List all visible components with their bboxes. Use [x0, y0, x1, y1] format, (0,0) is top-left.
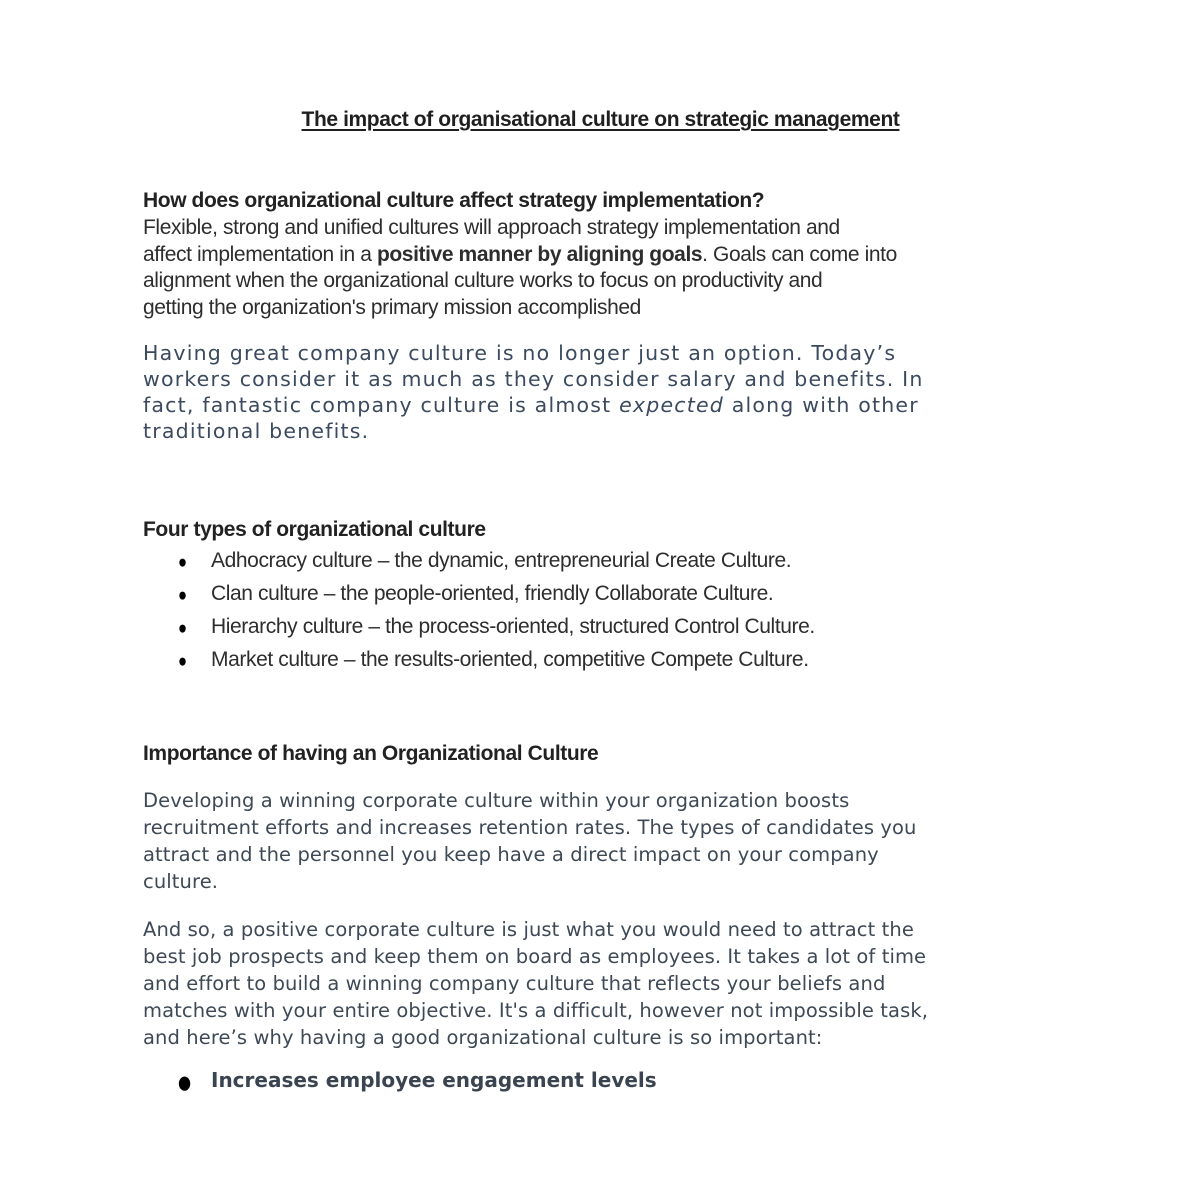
- section-heading-strategy: How does organizational culture affect strategy implementation?: [143, 189, 765, 212]
- paragraph-importance-1: [143, 787, 1100, 895]
- bullet-icon: ●: [178, 617, 187, 639]
- list-item-label: Hierarchy culture – the process-oriented, structured Control Culture.: [211, 615, 815, 638]
- list-item: [143, 549, 1100, 575]
- callout-text: along with other: [724, 393, 919, 417]
- paragraph-bold-text: positive manner by aligning goals: [376, 242, 703, 266]
- bullet-list-four-types: [143, 549, 1100, 674]
- bullet-icon: ●: [178, 650, 187, 672]
- paragraph-strategy: [143, 215, 1100, 321]
- section-heading-four-types: Four types of organizational culture: [143, 518, 486, 541]
- paragraph-line: And so, a positive corporate culture is just what you would need to attract the: [143, 918, 914, 941]
- list-item: [143, 582, 1100, 608]
- section-heading-importance: Importance of having an Organizational Culture: [143, 742, 599, 765]
- paragraph-line: matches with your entire objective. It's a difficult, however not impossible task,: [143, 999, 929, 1022]
- list-item-label: Adhocracy culture – the dynamic, entrepreneurial Create Culture.: [211, 549, 792, 572]
- bullet-engagement-label: Increases employee engagement levels: [211, 1068, 657, 1092]
- paragraph-line: best job prospects and keep them on board as employees. It takes a lot of time: [143, 945, 927, 968]
- page-title: The impact of organisational culture on strategic management: [301, 108, 900, 131]
- paragraph-line: getting the organization's primary mission accomplished: [143, 295, 641, 319]
- bullet-engagement: [143, 1068, 1100, 1094]
- paragraph-line: and here’s why having a good organizational culture is so important:: [143, 1026, 823, 1049]
- paragraph-text: affect implementation in a: [143, 242, 377, 266]
- paragraph-line: recruitment efforts and increases retention rates. The types of candidates you: [143, 816, 917, 839]
- callout-text: fact, fantastic company culture is almost: [143, 393, 620, 417]
- list-item: [143, 648, 1100, 674]
- paragraph-line: alignment when the organizational culture works to focus on productivity and: [143, 269, 823, 292]
- paragraph-importance-2: [143, 916, 1100, 1051]
- paragraph-line: [143, 242, 1100, 269]
- paragraph-text: . Goals can come into: [702, 242, 897, 266]
- list-item: [143, 615, 1100, 641]
- bullet-icon: ●: [178, 584, 187, 606]
- paragraph-line: and effort to build a winning company culture that reflects your beliefs and: [143, 972, 886, 995]
- paragraph-line: Flexible, strong and unified cultures will approach strategy implementation and: [143, 216, 840, 239]
- list-item-label: Clan culture – the people-oriented, friendly Collaborate Culture.: [211, 582, 774, 605]
- callout-paragraph: [143, 340, 1100, 444]
- callout-line: traditional benefits.: [143, 419, 370, 443]
- paragraph-line: Developing a winning corporate culture within your organization boosts: [143, 789, 850, 812]
- list-item-label: Market culture – the results-oriented, competitive Compete Culture.: [211, 648, 809, 671]
- callout-line: Having great company culture is no longer just an option. Today’s: [143, 341, 897, 365]
- paragraph-line: culture.: [143, 870, 219, 893]
- bullet-icon: ●: [178, 1070, 192, 1094]
- paragraph-line: attract and the personnel you keep have a direct impact on your company: [143, 843, 879, 866]
- callout-italic-text: expected: [619, 393, 724, 417]
- document-content: [0, 106, 1200, 1094]
- callout-line: workers consider it as much as they consider salary and benefits. In: [143, 367, 924, 391]
- bullet-icon: ●: [178, 551, 187, 573]
- callout-line: [143, 392, 1100, 418]
